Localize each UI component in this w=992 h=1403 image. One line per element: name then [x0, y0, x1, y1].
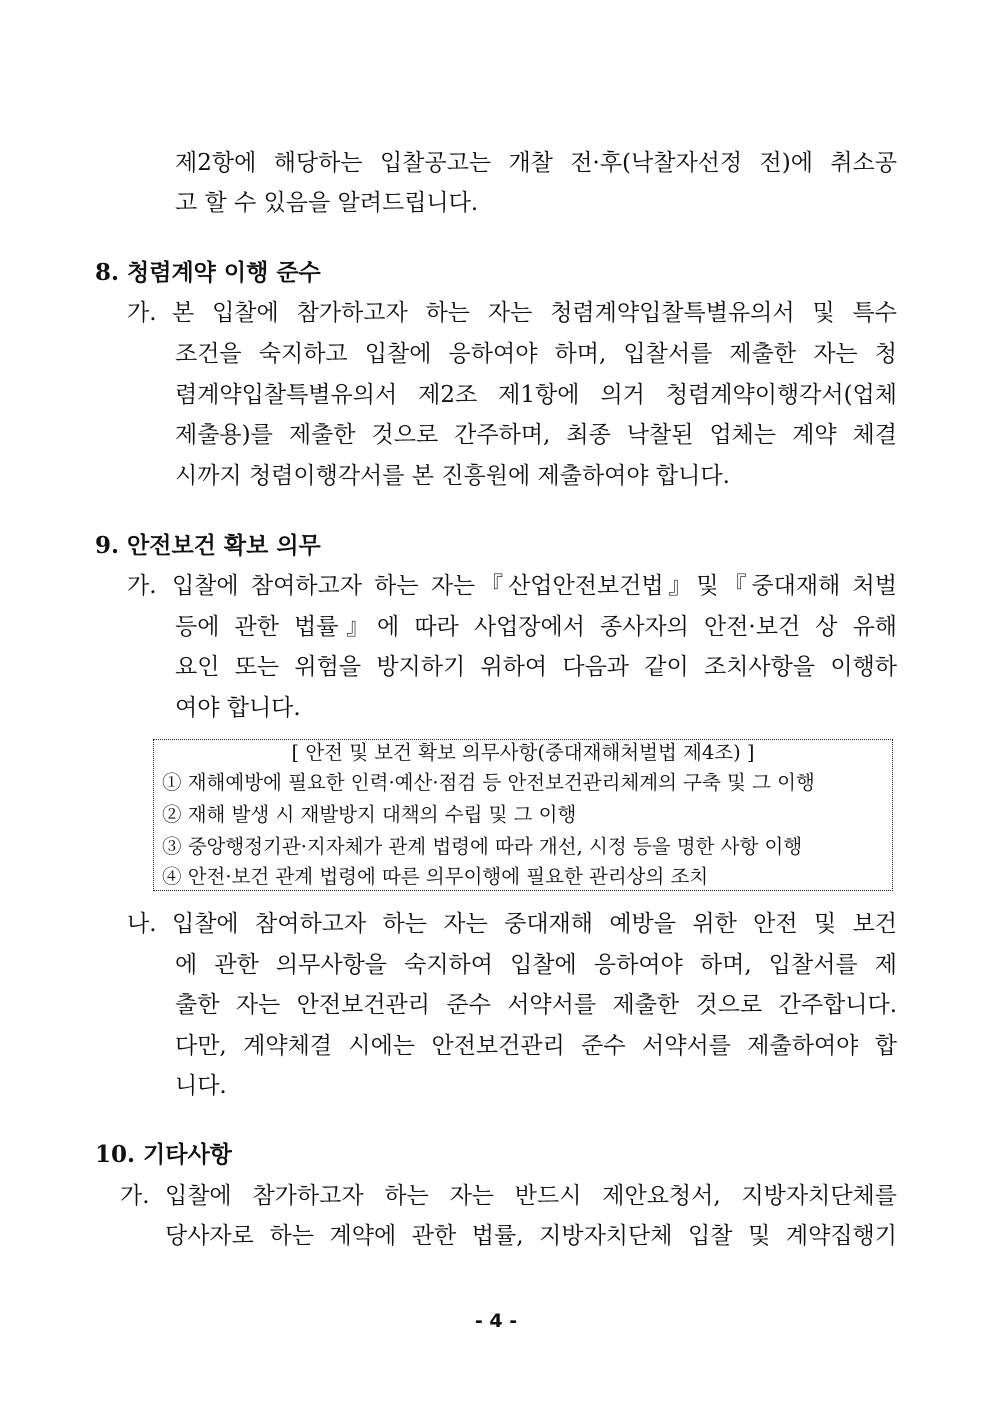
- page-number: - 4 -: [474, 1310, 518, 1332]
- intro-line-1: 제2항에 해당하는 입찰공고는 개찰 전·후(낙찰자선정 전)에 취소공: [175, 150, 897, 176]
- section-8-item-ga-line-4: 제출용)를 제출한 것으로 간주하며, 최종 낙찰된 업체는 계약 체결: [175, 422, 897, 448]
- section-8-item-ga-line-3: 렴계약입찰특별유의서 제2조 제1항에 의거 청렴계약이행각서(업체: [175, 382, 897, 408]
- section-8-item-ga-marker: 가.: [127, 300, 157, 326]
- section-10-item-ga-marker: 가.: [120, 1183, 150, 1209]
- safety-obligation-item-1: ① 재해예방에 필요한 인력·예산·점검 등 안전보건관리체계의 구축 및 그 이행: [162, 771, 815, 794]
- section-10-item-ga-line-2: 당사자로 하는 계약에 관한 법률, 지방자치단체 입찰 및 계약집행기: [165, 1223, 897, 1249]
- safety-obligation-item-2: ② 재해 발생 시 재발방지 대책의 수립 및 그 이행: [162, 803, 577, 826]
- section-9-item-ga-line-1: 입찰에 참여하고자 하는 자는『산업안전보건법』및『중대재해 처벌: [172, 573, 897, 599]
- section-9-item-na-line-1: 입찰에 참여하고자 하는 자는 중대재해 예방을 위한 안전 및 보건: [172, 911, 897, 937]
- section-10-item-ga-line-1: 입찰에 참가하고자 하는 자는 반드시 제안요청서, 지방자치단체를: [165, 1183, 897, 1209]
- safety-obligations-box: [153, 739, 893, 891]
- safety-obligation-item-4: ④ 안전·보건 관계 법령에 따른 의무이행에 필요한 관리상의 조치: [162, 865, 709, 888]
- section-9-item-na-line-4: 다만, 계약체결 시에는 안전보건관리 준수 서약서를 제출하여야 합: [175, 1033, 897, 1059]
- section-10-heading: 10. 기타사항: [95, 1141, 232, 1168]
- section-9-heading: 9. 안전보건 확보 의무: [95, 532, 321, 559]
- section-9-item-ga-line-3: 요인 또는 위험을 방지하기 위하여 다음과 같이 조치사항을 이행하: [175, 654, 897, 680]
- safety-obligation-item-3: ③ 중앙행정기관·지자체가 관계 법령에 따라 개선, 시정 등을 명한 사항 이행: [162, 835, 803, 858]
- section-9-item-ga-line-4: 여야 합니다.: [175, 695, 301, 721]
- section-9-item-na-marker: 나.: [127, 911, 157, 937]
- section-8-item-ga-line-5: 시까지 청렴이행각서를 본 진흥원에 제출하여야 합니다.: [175, 463, 730, 489]
- intro-line-2: 고 할 수 있음을 알려드립니다.: [175, 190, 479, 216]
- section-9-item-na-line-5: 니다.: [175, 1073, 227, 1099]
- section-9-item-na-line-3: 출한 자는 안전보건관리 준수 서약서를 제출한 것으로 간주합니다.: [175, 992, 897, 1018]
- section-8-item-ga-line-2: 조건을 숙지하고 입찰에 응하여야 하며, 입찰서를 제출한 자는 청: [175, 341, 897, 367]
- section-9-item-ga-line-2: 등에 관한 법률』에 따라 사업장에서 종사자의 안전·보건 상 유해: [175, 614, 897, 640]
- section-8-heading: 8. 청렴계약 이행 준수: [95, 259, 321, 286]
- safety-obligations-title: [ 안전 및 보건 확보 의무사항(중대재해처벌법 제4조) ]: [291, 741, 755, 764]
- section-8-item-ga-line-1: 본 입찰에 참가하고자 하는 자는 청렴계약입찰특별유의서 및 특수: [172, 300, 897, 326]
- section-9-item-ga-marker: 가.: [127, 573, 157, 599]
- section-9-item-na-line-2: 에 관한 의무사항을 숙지하여 입찰에 응하여야 하며, 입찰서를 제: [175, 952, 897, 978]
